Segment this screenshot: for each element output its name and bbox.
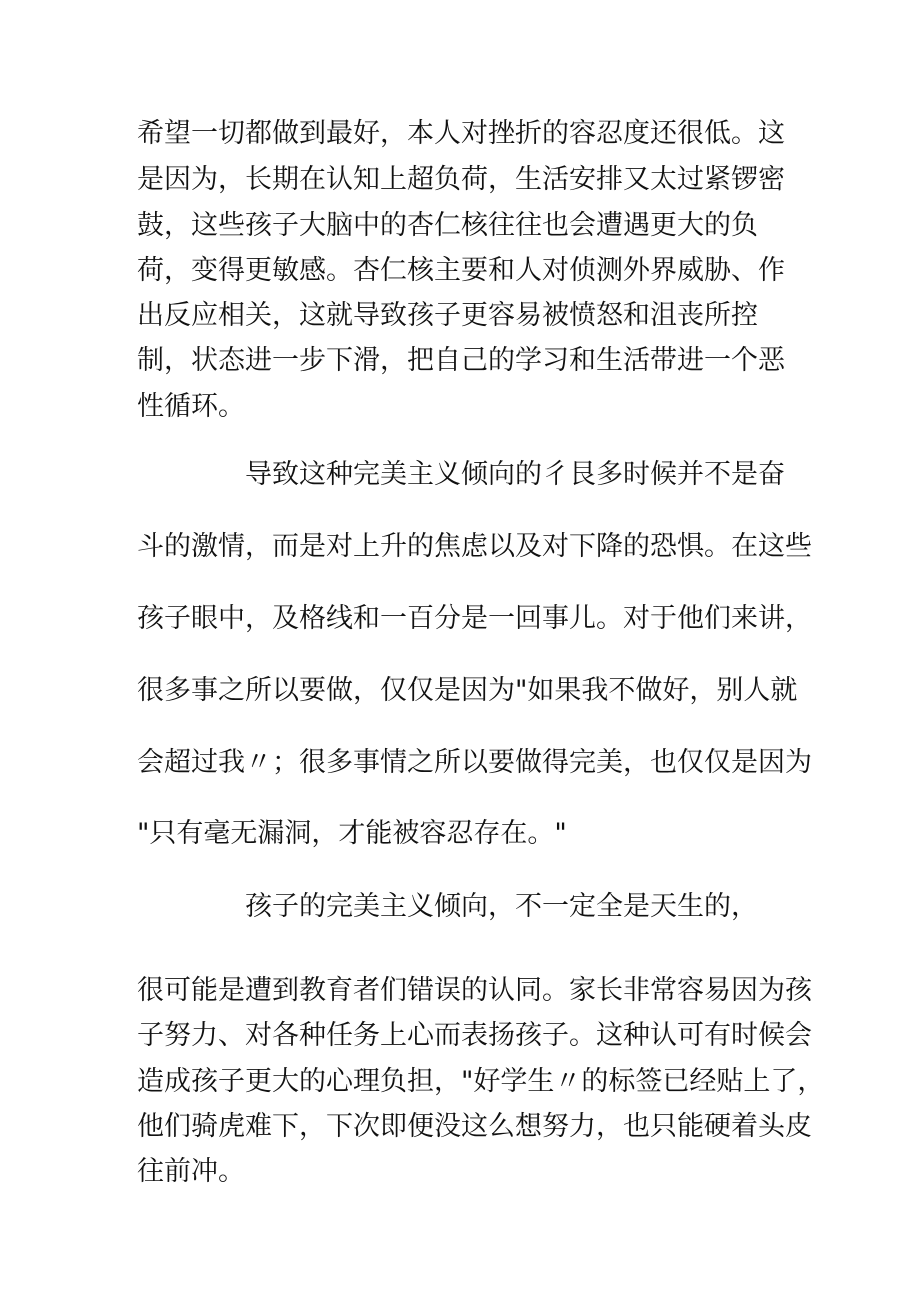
paragraph-2-line-5: 会超过我〃；很多事情之所以要做得完美，也仅仅是因为 (137, 747, 812, 778)
paragraph-1-line-3: 鼓，这些孩子大脑中的杏仁核往往也会遭遇更大的负 (137, 210, 758, 241)
paragraph-1-line-6: 制，状态进一步下滑，把自己的学习和生活带进一个恶 (137, 345, 785, 376)
paragraph-3-line-5: 他们骑虎难下，下次即便没这么想努力，也只能硬着头皮 (137, 1111, 812, 1142)
paragraph-3-line-1: 孩子的完美主义倾向，不一定全是天生的， (245, 891, 758, 922)
paragraph-2-line-1: 导致这种完美主义倾向的彳艮多时候并不是奋 (245, 459, 785, 490)
paragraph-2-line-2: 斗的激情，而是对上升的焦虑以及对下降的恐惧。在这些 (137, 531, 812, 562)
paragraph-3-line-2: 很可能是遭到教育者们错误的认同。家长非常容易因为孩 (137, 975, 812, 1006)
paragraph-1-line-7: 性循环。 (137, 391, 245, 422)
paragraph-2-line-4: 很多事之所以要做，仅仅是因为"如果我不做好，别人就 (137, 675, 798, 706)
paragraph-1-line-5: 出反应相关，这就导致孩子更容易被愤怒和沮丧所控 (137, 300, 758, 331)
paragraph-3-line-6: 往前冲。 (137, 1156, 245, 1187)
paragraph-3-line-4: 造成孩子更大的心理负担，"好学生〃的标签已经贴上了， (137, 1066, 825, 1097)
paragraph-1-line-1: 希望一切都做到最好，本人对挫折的容忍度还很低。这 (137, 118, 785, 149)
paragraph-1-line-2: 是因为，长期在认知上超负荷，生活安排又太过紧锣密 (137, 164, 785, 195)
paragraph-2-line-3: 孩子眼中，及格线和一百分是一回事儿。对于他们来讲， (137, 603, 812, 634)
paragraph-1-line-4: 荷，变得更敏感。杏仁核主要和人对侦测外界威胁、作 (137, 255, 785, 286)
paragraph-2-line-6: "只有毫无漏洞，才能被容忍存在。" (137, 818, 567, 849)
paragraph-3-line-3: 子努力、对各种任务上心而表扬孩子。这种认可有时候会 (137, 1020, 812, 1051)
